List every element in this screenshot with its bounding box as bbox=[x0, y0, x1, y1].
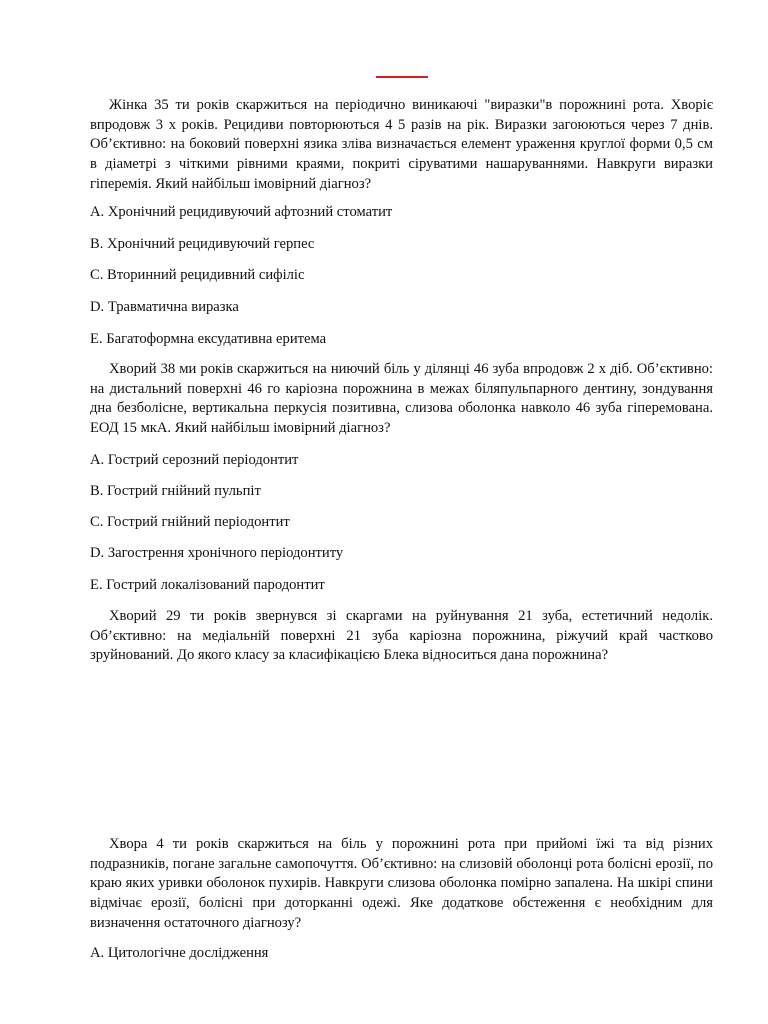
answer-option: C. Вторинний рецидивний сифіліс bbox=[90, 267, 305, 283]
options-list bbox=[90, 576, 713, 596]
question-text: Жінка 35 ти років скаржиться на періодично виникаючі "виразки"в порожнині рота. Хворіє впродовж 3 х років. Рецидиви повторюються 4 5 разів на рік. Виразки загоюються через 7 днів. Об’єктивно: на боковий поверхні язика зліва визначається елемент ураження круглої форми 0,5 см в діаметрі з чіткими рівними краями, покриті сіруватими нашаруваннями. Навкруги виразки гіперемія. Який найбільш імовірний діагноз? bbox=[90, 97, 713, 192]
options-list bbox=[90, 235, 713, 255]
red-divider-line bbox=[376, 76, 428, 78]
options-list bbox=[90, 298, 713, 318]
answer-option: D. Загострення хронічного періодонтиту bbox=[90, 545, 344, 561]
answer-option: A. Цитологічне дослідження bbox=[90, 945, 269, 961]
question-text: Хворий 29 ти років звернувся зі скаргами на руйнування 21 зуба, естетичний недолік. Об’єктивно: на медіальній поверхні 21 зуба каріозна порожнина, ріжучий край частково зруйнований. До якого класу за класифікацією Блека відноситься дана порожнина? bbox=[90, 608, 713, 664]
answer-option: A. Хронічний рецидивуючий афтозний стоматит bbox=[90, 204, 393, 220]
options-list bbox=[90, 544, 713, 564]
answer-option: D. Травматична виразка bbox=[90, 299, 239, 315]
question-text: Хворий 38 ми років скаржиться на ниючий біль у ділянці 46 зуба впродовж 2 х діб. Об’єктивно: на дистальний поверхні 46 го каріозна порожнина в межах біляпульпарного дентину, зондування дна безболісне, вертикальна перкусія позитивна, слизова оболонка навколо 46 зуба гіперемована. ЕОД 15 мкА. Який найбільш імовірний діагноз? bbox=[90, 361, 713, 437]
question-block bbox=[90, 607, 713, 666]
options-list bbox=[90, 330, 713, 350]
options-list bbox=[90, 451, 713, 471]
answer-option: A. Гострий серозний періодонтит bbox=[90, 452, 299, 468]
options-list bbox=[90, 266, 713, 286]
answer-option: C. Гострий гнійний періодонтит bbox=[90, 514, 290, 530]
answer-option: B. Гострий гнійний пульпіт bbox=[90, 483, 261, 499]
answer-option: E. Гострий локалізований пародонтит bbox=[90, 577, 325, 593]
question-block bbox=[90, 96, 713, 195]
answer-option: E. Багатоформна ексудативна еритема bbox=[90, 331, 327, 347]
answer-option: B. Хронічний рецидивуючий герпес bbox=[90, 236, 315, 252]
question-block bbox=[90, 835, 713, 934]
question-text: Хвора 4 ти років скаржиться на біль у порожнині рота при прийомі їжі та від різних подразників, погане загальне самопочуття. Об’єктивно: на слизовій оболонці рота болісні ерозії, по краю яких уривки оболонок пухирів. Навкруги слизова оболонка помірно запалена. На шкірі спини відмічає ерозії, болісні при доторканні одежі. Яке додаткове обстеження є необхідним для визначення остаточного діагнозу? bbox=[90, 836, 713, 931]
options-list bbox=[90, 482, 713, 502]
options-list bbox=[90, 203, 713, 223]
options-list bbox=[90, 513, 713, 533]
question-block bbox=[90, 360, 713, 439]
options-list bbox=[90, 944, 713, 964]
